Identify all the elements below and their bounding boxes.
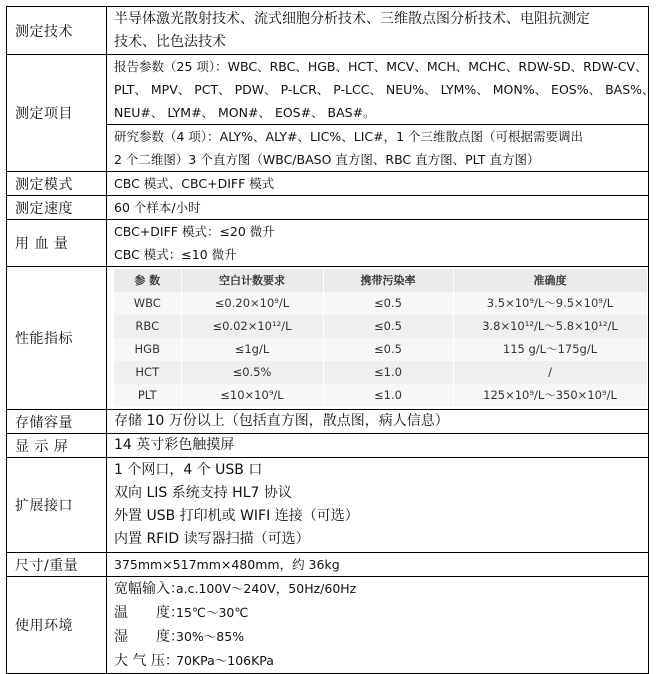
cell-blank: ≤0.02×10¹²/L [181,315,323,338]
value-performance [107,267,649,410]
row-storage [7,410,649,434]
cell-carryover: ≤1.0 [323,384,453,407]
label-interfaces: 扩展接口 [7,458,107,553]
label-technology: 测定技术 [7,7,107,55]
interface-line: 内置 RFID 读写器扫描（可选） [114,531,310,547]
label-items: 测定项目 [7,55,107,172]
value-blood-volume [107,220,649,267]
row-performance [7,267,649,410]
label-performance: 性能指标 [7,267,107,410]
env-value: a.c.100V～240V，50Hz/60Hz [176,581,357,596]
value-research-params [107,125,649,172]
value-report-params [107,55,655,125]
env-value: 15℃～30℃ [176,605,249,620]
cell-accuracy: 115 g/L～175g/L [453,338,647,361]
row-size-weight [7,553,649,577]
interface-line: 双向 LIS 系统支持 HL7 协议 [114,485,292,501]
env-name: 大 气 压： [114,653,179,669]
spec-table [6,6,655,674]
env-name: 宽幅输入： [114,581,184,597]
cell-blank: ≤10×10⁹/L [181,384,323,407]
value-mode: CBC 模式、CBC+DIFF 模式 [107,172,649,196]
environment-line [114,601,642,625]
env-name: 温 度： [114,605,184,621]
cell-param: RBC [114,315,181,338]
interface-line: 1 个网口，4 个 USB 口 [114,462,263,478]
label-speed: 测定速度 [7,196,107,220]
row-blood-volume [7,220,649,267]
row-screen [7,434,649,458]
cell-accuracy: / [453,361,647,384]
environment-line [114,577,642,601]
row-technology [7,7,649,55]
label-environment: 使用环境 [7,577,107,674]
performance-row [114,338,647,361]
row-mode [7,172,649,196]
research-line-2: 2 个二维图）3 个直方图（WBC/BASO 直方图、RBC 直方图、PLT 直方图） [114,152,540,167]
cell-blank: ≤0.20×10⁹/L [181,292,323,315]
cell-param: HGB [114,338,181,361]
value-screen: 14 英寸彩色触摸屏 [107,434,649,458]
research-line-1: 研究参数（4 项）：ALY%、ALY#、LIC%、LIC#，1 个三维散点图（可根据需要调出 [114,129,584,144]
cell-carryover: ≤0.5 [323,292,453,315]
value-technology [107,7,649,55]
performance-table [114,269,648,407]
cell-accuracy: 125×10⁹/L～350×10⁹/L [453,384,647,407]
performance-row [114,384,647,407]
cell-blank: ≤0.5% [181,361,323,384]
environment-line [114,625,642,649]
label-screen: 显 示 屏 [7,434,107,458]
label-mode: 测定模式 [7,172,107,196]
header-blank: 空白计数要求 [181,269,323,292]
env-name: 湿 度： [114,629,184,645]
cell-param: HCT [114,361,181,384]
header-carryover: 携带污染率 [323,269,453,292]
blood-line-1: CBC+DIFF 模式：≤20 微升 [114,224,275,239]
row-items-report [7,55,649,125]
cell-param: WBC [114,292,181,315]
label-blood-volume: 用 血 量 [7,220,107,267]
technology-line-2: 技术、比色法技术 [114,33,226,50]
blood-line-2: CBC 模式：≤10 微升 [114,247,237,262]
cell-param: PLT [114,384,181,407]
row-interfaces [7,458,649,553]
value-speed: 60 个样本/小时 [107,196,649,220]
row-environment [7,577,649,674]
report-line-1: 报告参数（25 项）：WBC、RBC、HGB、HCT、MCV、MCH、MCHC、RDW-SD、RDW-CV、 [114,59,648,74]
header-accuracy: 准确度 [453,269,647,292]
value-environment [107,577,649,674]
header-param: 参 数 [114,269,181,292]
performance-header-row [114,269,647,292]
row-speed [7,196,649,220]
value-storage: 存储 10 万份以上（包括直方图，散点图，病人信息） [107,410,649,434]
value-interfaces [107,458,649,553]
technology-line-1: 半导体激光散射技术、流式细胞分析技术、三维散点图分析技术、电阻抗测定 [114,10,590,27]
report-line-2: PLT、 MPV、 PCT、 PDW、 P-LCR、 P-LCC、 NEU%、 LYM%、 MON%、 EOS%、 BAS%、 [114,82,655,97]
cell-accuracy: 3.8×10¹²/L～5.8×10¹²/L [453,315,647,338]
performance-row [114,292,647,315]
env-value: 70KPa～106KPa [176,653,274,668]
label-storage: 存储容量 [7,410,107,434]
cell-carryover: ≤1.0 [323,361,453,384]
environment-line [114,649,642,673]
cell-blank: ≤1g/L [181,338,323,361]
interface-line: 外置 USB 打印机或 WIFI 连接（可选） [114,508,359,524]
env-value: 30%～85% [176,629,245,644]
cell-carryover: ≤0.5 [323,338,453,361]
report-line-3: NEU#、 LYM#、 MON#、 EOS#、 BAS#。 [114,105,376,120]
label-size-weight: 尺寸/重量 [7,553,107,577]
cell-carryover: ≤0.5 [323,315,453,338]
value-size-weight: 375mm×517mm×480mm，约 36kg [107,553,649,577]
performance-row [114,315,647,338]
performance-row [114,361,647,384]
cell-accuracy: 3.5×10⁹/L～9.5×10⁹/L [453,292,647,315]
